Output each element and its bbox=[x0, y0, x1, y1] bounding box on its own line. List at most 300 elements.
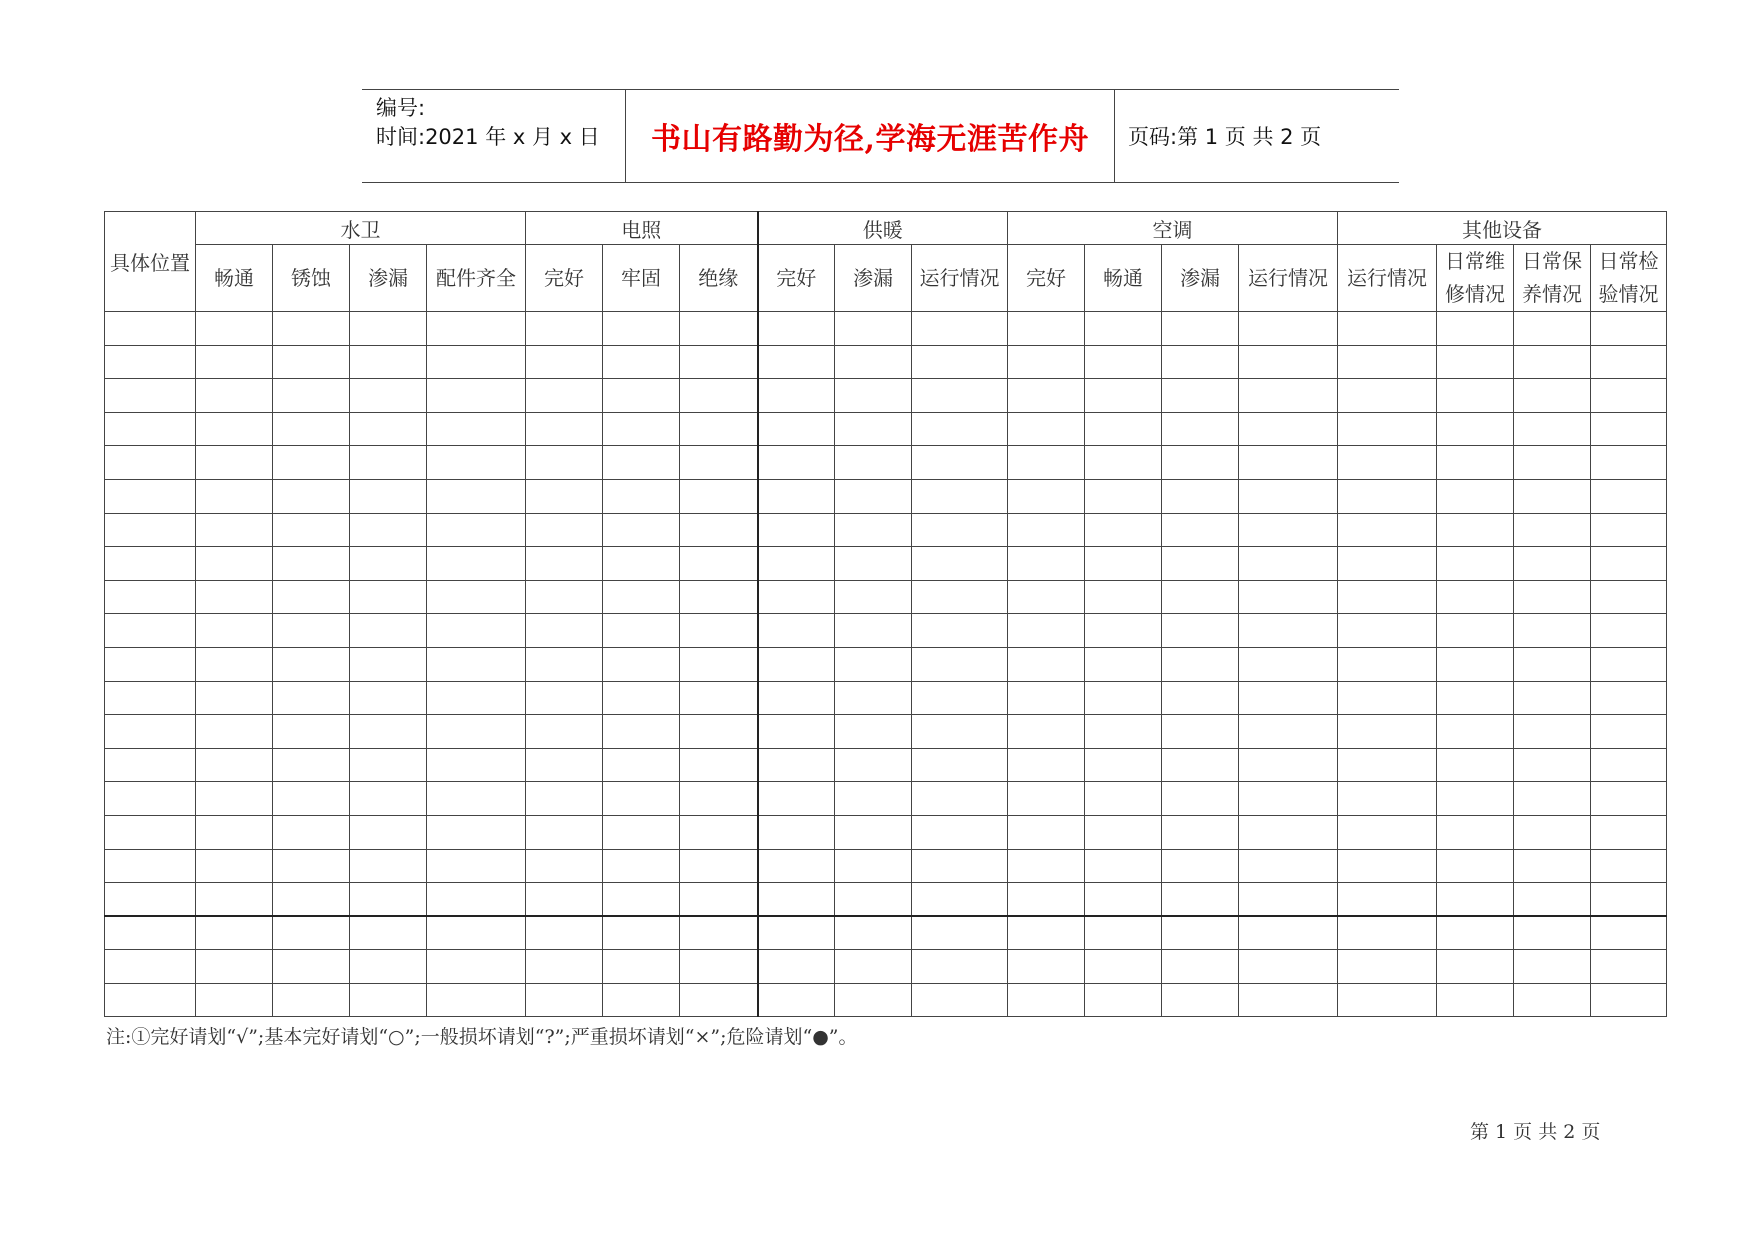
table-cell[interactable] bbox=[1514, 379, 1591, 413]
table-cell[interactable] bbox=[680, 916, 758, 950]
table-cell[interactable] bbox=[196, 446, 273, 480]
table-cell[interactable] bbox=[1514, 916, 1591, 950]
table-cell[interactable] bbox=[758, 379, 835, 413]
table-cell[interactable] bbox=[912, 681, 1008, 715]
table-cell[interactable] bbox=[603, 782, 680, 816]
table-cell[interactable] bbox=[196, 883, 273, 917]
table-cell[interactable] bbox=[273, 883, 350, 917]
table-cell[interactable] bbox=[1085, 715, 1162, 749]
table-cell[interactable] bbox=[526, 983, 603, 1017]
location-cell[interactable] bbox=[105, 345, 196, 379]
table-cell[interactable] bbox=[1162, 916, 1239, 950]
location-cell[interactable] bbox=[105, 916, 196, 950]
table-cell[interactable] bbox=[1591, 580, 1667, 614]
table-cell[interactable] bbox=[350, 883, 427, 917]
location-cell[interactable] bbox=[105, 715, 196, 749]
table-cell[interactable] bbox=[680, 849, 758, 883]
table-cell[interactable] bbox=[680, 950, 758, 984]
table-cell[interactable] bbox=[273, 614, 350, 648]
table-cell[interactable] bbox=[1008, 849, 1085, 883]
table-cell[interactable] bbox=[1338, 513, 1437, 547]
table-cell[interactable] bbox=[603, 916, 680, 950]
table-cell[interactable] bbox=[1162, 950, 1239, 984]
location-cell[interactable] bbox=[105, 580, 196, 614]
table-cell[interactable] bbox=[1514, 479, 1591, 513]
table-cell[interactable] bbox=[758, 614, 835, 648]
table-cell[interactable] bbox=[526, 547, 603, 581]
table-cell[interactable] bbox=[427, 883, 526, 917]
table-cell[interactable] bbox=[758, 547, 835, 581]
table-cell[interactable] bbox=[273, 782, 350, 816]
table-cell[interactable] bbox=[427, 715, 526, 749]
table-cell[interactable] bbox=[526, 479, 603, 513]
table-cell[interactable] bbox=[1338, 748, 1437, 782]
table-cell[interactable] bbox=[350, 412, 427, 446]
location-cell[interactable] bbox=[105, 815, 196, 849]
table-cell[interactable] bbox=[603, 580, 680, 614]
table-cell[interactable] bbox=[427, 748, 526, 782]
table-cell[interactable] bbox=[603, 412, 680, 446]
table-cell[interactable] bbox=[680, 547, 758, 581]
table-cell[interactable] bbox=[350, 446, 427, 480]
table-cell[interactable] bbox=[427, 849, 526, 883]
table-cell[interactable] bbox=[526, 748, 603, 782]
table-cell[interactable] bbox=[526, 647, 603, 681]
table-cell[interactable] bbox=[835, 950, 912, 984]
table-cell[interactable] bbox=[835, 614, 912, 648]
table-cell[interactable] bbox=[350, 950, 427, 984]
table-cell[interactable] bbox=[1591, 883, 1667, 917]
table-cell[interactable] bbox=[912, 782, 1008, 816]
location-cell[interactable] bbox=[105, 412, 196, 446]
table-cell[interactable] bbox=[1591, 748, 1667, 782]
table-cell[interactable] bbox=[1437, 715, 1514, 749]
table-cell[interactable] bbox=[1008, 312, 1085, 346]
table-cell[interactable] bbox=[526, 312, 603, 346]
table-cell[interactable] bbox=[758, 849, 835, 883]
table-cell[interactable] bbox=[758, 479, 835, 513]
table-cell[interactable] bbox=[1514, 782, 1591, 816]
table-cell[interactable] bbox=[758, 748, 835, 782]
table-cell[interactable] bbox=[1162, 580, 1239, 614]
table-cell[interactable] bbox=[680, 782, 758, 816]
table-cell[interactable] bbox=[1591, 312, 1667, 346]
table-cell[interactable] bbox=[1085, 379, 1162, 413]
table-cell[interactable] bbox=[1162, 815, 1239, 849]
table-cell[interactable] bbox=[273, 983, 350, 1017]
table-cell[interactable] bbox=[196, 614, 273, 648]
table-cell[interactable] bbox=[1514, 815, 1591, 849]
table-cell[interactable] bbox=[680, 379, 758, 413]
table-cell[interactable] bbox=[526, 580, 603, 614]
table-cell[interactable] bbox=[273, 446, 350, 480]
table-cell[interactable] bbox=[1514, 715, 1591, 749]
table-cell[interactable] bbox=[427, 782, 526, 816]
table-cell[interactable] bbox=[427, 412, 526, 446]
table-cell[interactable] bbox=[758, 412, 835, 446]
table-cell[interactable] bbox=[1591, 681, 1667, 715]
table-cell[interactable] bbox=[835, 379, 912, 413]
table-cell[interactable] bbox=[1085, 815, 1162, 849]
table-cell[interactable] bbox=[1591, 379, 1667, 413]
table-cell[interactable] bbox=[196, 479, 273, 513]
table-cell[interactable] bbox=[1008, 547, 1085, 581]
location-cell[interactable] bbox=[105, 312, 196, 346]
table-cell[interactable] bbox=[603, 446, 680, 480]
table-cell[interactable] bbox=[1008, 782, 1085, 816]
table-cell[interactable] bbox=[273, 479, 350, 513]
table-cell[interactable] bbox=[1338, 412, 1437, 446]
table-cell[interactable] bbox=[1008, 883, 1085, 917]
table-cell[interactable] bbox=[835, 547, 912, 581]
table-cell[interactable] bbox=[1085, 748, 1162, 782]
table-cell[interactable] bbox=[912, 715, 1008, 749]
table-cell[interactable] bbox=[680, 883, 758, 917]
table-cell[interactable] bbox=[758, 647, 835, 681]
location-cell[interactable] bbox=[105, 681, 196, 715]
location-cell[interactable] bbox=[105, 479, 196, 513]
table-cell[interactable] bbox=[1239, 950, 1338, 984]
table-cell[interactable] bbox=[1239, 513, 1338, 547]
table-cell[interactable] bbox=[835, 312, 912, 346]
table-cell[interactable] bbox=[1437, 950, 1514, 984]
location-cell[interactable] bbox=[105, 379, 196, 413]
table-cell[interactable] bbox=[526, 815, 603, 849]
table-cell[interactable] bbox=[1514, 580, 1591, 614]
table-cell[interactable] bbox=[835, 681, 912, 715]
table-cell[interactable] bbox=[758, 950, 835, 984]
table-cell[interactable] bbox=[1338, 849, 1437, 883]
table-cell[interactable] bbox=[680, 681, 758, 715]
table-cell[interactable] bbox=[526, 715, 603, 749]
table-cell[interactable] bbox=[1514, 547, 1591, 581]
table-cell[interactable] bbox=[1008, 479, 1085, 513]
table-cell[interactable] bbox=[273, 412, 350, 446]
table-cell[interactable] bbox=[835, 916, 912, 950]
table-cell[interactable] bbox=[427, 446, 526, 480]
table-cell[interactable] bbox=[350, 849, 427, 883]
table-cell[interactable] bbox=[758, 782, 835, 816]
table-cell[interactable] bbox=[1085, 446, 1162, 480]
table-cell[interactable] bbox=[1437, 580, 1514, 614]
table-cell[interactable] bbox=[350, 815, 427, 849]
table-cell[interactable] bbox=[1437, 748, 1514, 782]
location-cell[interactable] bbox=[105, 614, 196, 648]
table-cell[interactable] bbox=[1085, 345, 1162, 379]
table-cell[interactable] bbox=[350, 513, 427, 547]
table-cell[interactable] bbox=[1437, 681, 1514, 715]
table-cell[interactable] bbox=[1591, 479, 1667, 513]
table-cell[interactable] bbox=[680, 345, 758, 379]
table-cell[interactable] bbox=[350, 379, 427, 413]
table-cell[interactable] bbox=[1437, 547, 1514, 581]
table-cell[interactable] bbox=[1437, 513, 1514, 547]
table-cell[interactable] bbox=[835, 815, 912, 849]
location-cell[interactable] bbox=[105, 513, 196, 547]
table-cell[interactable] bbox=[1437, 849, 1514, 883]
table-cell[interactable] bbox=[603, 614, 680, 648]
table-cell[interactable] bbox=[427, 312, 526, 346]
table-cell[interactable] bbox=[427, 983, 526, 1017]
table-cell[interactable] bbox=[1338, 715, 1437, 749]
table-cell[interactable] bbox=[1008, 513, 1085, 547]
table-cell[interactable] bbox=[680, 446, 758, 480]
table-cell[interactable] bbox=[912, 379, 1008, 413]
table-cell[interactable] bbox=[912, 647, 1008, 681]
table-cell[interactable] bbox=[1239, 379, 1338, 413]
table-cell[interactable] bbox=[1008, 916, 1085, 950]
table-cell[interactable] bbox=[1162, 547, 1239, 581]
table-cell[interactable] bbox=[758, 983, 835, 1017]
table-cell[interactable] bbox=[526, 345, 603, 379]
table-cell[interactable] bbox=[1085, 681, 1162, 715]
table-cell[interactable] bbox=[680, 983, 758, 1017]
table-cell[interactable] bbox=[196, 580, 273, 614]
table-cell[interactable] bbox=[1437, 446, 1514, 480]
table-cell[interactable] bbox=[273, 312, 350, 346]
location-cell[interactable] bbox=[105, 950, 196, 984]
table-cell[interactable] bbox=[526, 883, 603, 917]
table-cell[interactable] bbox=[835, 412, 912, 446]
table-cell[interactable] bbox=[1591, 547, 1667, 581]
table-cell[interactable] bbox=[1008, 950, 1085, 984]
table-cell[interactable] bbox=[526, 513, 603, 547]
location-cell[interactable] bbox=[105, 647, 196, 681]
table-cell[interactable] bbox=[196, 748, 273, 782]
table-cell[interactable] bbox=[350, 983, 427, 1017]
table-cell[interactable] bbox=[1008, 446, 1085, 480]
table-cell[interactable] bbox=[835, 748, 912, 782]
table-cell[interactable] bbox=[603, 379, 680, 413]
table-cell[interactable] bbox=[427, 681, 526, 715]
table-cell[interactable] bbox=[526, 681, 603, 715]
table-cell[interactable] bbox=[196, 681, 273, 715]
table-cell[interactable] bbox=[1008, 580, 1085, 614]
table-cell[interactable] bbox=[680, 312, 758, 346]
table-cell[interactable] bbox=[1008, 647, 1085, 681]
table-cell[interactable] bbox=[1437, 647, 1514, 681]
table-cell[interactable] bbox=[680, 580, 758, 614]
table-cell[interactable] bbox=[427, 479, 526, 513]
table-cell[interactable] bbox=[273, 647, 350, 681]
table-cell[interactable] bbox=[1514, 883, 1591, 917]
table-cell[interactable] bbox=[1437, 479, 1514, 513]
table-cell[interactable] bbox=[603, 513, 680, 547]
table-cell[interactable] bbox=[680, 479, 758, 513]
table-cell[interactable] bbox=[196, 950, 273, 984]
table-cell[interactable] bbox=[1008, 379, 1085, 413]
table-cell[interactable] bbox=[1008, 412, 1085, 446]
table-cell[interactable] bbox=[1514, 950, 1591, 984]
table-cell[interactable] bbox=[1162, 883, 1239, 917]
table-cell[interactable] bbox=[912, 345, 1008, 379]
table-cell[interactable] bbox=[680, 412, 758, 446]
table-cell[interactable] bbox=[1085, 547, 1162, 581]
table-cell[interactable] bbox=[1591, 513, 1667, 547]
table-cell[interactable] bbox=[603, 479, 680, 513]
table-cell[interactable] bbox=[1338, 983, 1437, 1017]
table-cell[interactable] bbox=[1239, 983, 1338, 1017]
table-cell[interactable] bbox=[1239, 815, 1338, 849]
table-cell[interactable] bbox=[1437, 782, 1514, 816]
table-cell[interactable] bbox=[1437, 345, 1514, 379]
table-cell[interactable] bbox=[603, 983, 680, 1017]
table-cell[interactable] bbox=[1162, 446, 1239, 480]
table-cell[interactable] bbox=[196, 379, 273, 413]
table-cell[interactable] bbox=[1008, 614, 1085, 648]
table-cell[interactable] bbox=[1085, 412, 1162, 446]
table-cell[interactable] bbox=[1162, 748, 1239, 782]
table-cell[interactable] bbox=[1338, 681, 1437, 715]
location-cell[interactable] bbox=[105, 748, 196, 782]
table-cell[interactable] bbox=[1338, 479, 1437, 513]
table-cell[interactable] bbox=[603, 345, 680, 379]
table-cell[interactable] bbox=[350, 345, 427, 379]
table-cell[interactable] bbox=[427, 379, 526, 413]
table-cell[interactable] bbox=[1338, 883, 1437, 917]
table-cell[interactable] bbox=[1162, 312, 1239, 346]
table-cell[interactable] bbox=[1514, 681, 1591, 715]
table-cell[interactable] bbox=[427, 614, 526, 648]
table-cell[interactable] bbox=[1085, 614, 1162, 648]
table-cell[interactable] bbox=[1239, 647, 1338, 681]
table-cell[interactable] bbox=[1008, 715, 1085, 749]
table-cell[interactable] bbox=[603, 950, 680, 984]
table-cell[interactable] bbox=[1162, 513, 1239, 547]
table-cell[interactable] bbox=[1338, 815, 1437, 849]
table-cell[interactable] bbox=[1239, 748, 1338, 782]
table-cell[interactable] bbox=[1514, 647, 1591, 681]
table-cell[interactable] bbox=[603, 312, 680, 346]
location-cell[interactable] bbox=[105, 782, 196, 816]
table-cell[interactable] bbox=[912, 815, 1008, 849]
table-cell[interactable] bbox=[1085, 513, 1162, 547]
table-cell[interactable] bbox=[273, 345, 350, 379]
table-cell[interactable] bbox=[758, 580, 835, 614]
table-cell[interactable] bbox=[912, 849, 1008, 883]
table-cell[interactable] bbox=[273, 815, 350, 849]
table-cell[interactable] bbox=[1514, 412, 1591, 446]
table-cell[interactable] bbox=[1162, 345, 1239, 379]
table-cell[interactable] bbox=[912, 580, 1008, 614]
table-cell[interactable] bbox=[196, 715, 273, 749]
table-cell[interactable] bbox=[1162, 681, 1239, 715]
table-cell[interactable] bbox=[1338, 647, 1437, 681]
table-cell[interactable] bbox=[427, 815, 526, 849]
table-cell[interactable] bbox=[1162, 849, 1239, 883]
table-cell[interactable] bbox=[1338, 547, 1437, 581]
table-cell[interactable] bbox=[1239, 580, 1338, 614]
table-cell[interactable] bbox=[835, 983, 912, 1017]
table-cell[interactable] bbox=[1239, 715, 1338, 749]
table-cell[interactable] bbox=[1338, 950, 1437, 984]
table-cell[interactable] bbox=[758, 883, 835, 917]
table-cell[interactable] bbox=[1008, 815, 1085, 849]
table-cell[interactable] bbox=[912, 547, 1008, 581]
table-cell[interactable] bbox=[758, 916, 835, 950]
table-cell[interactable] bbox=[1162, 479, 1239, 513]
table-cell[interactable] bbox=[912, 446, 1008, 480]
table-cell[interactable] bbox=[1239, 883, 1338, 917]
table-cell[interactable] bbox=[758, 815, 835, 849]
table-cell[interactable] bbox=[1591, 849, 1667, 883]
table-cell[interactable] bbox=[680, 647, 758, 681]
table-cell[interactable] bbox=[1085, 312, 1162, 346]
table-cell[interactable] bbox=[1338, 312, 1437, 346]
table-cell[interactable] bbox=[1514, 849, 1591, 883]
table-cell[interactable] bbox=[196, 412, 273, 446]
table-cell[interactable] bbox=[196, 547, 273, 581]
table-cell[interactable] bbox=[1085, 782, 1162, 816]
table-cell[interactable] bbox=[1338, 379, 1437, 413]
table-cell[interactable] bbox=[1085, 479, 1162, 513]
table-cell[interactable] bbox=[350, 681, 427, 715]
table-cell[interactable] bbox=[835, 513, 912, 547]
table-cell[interactable] bbox=[350, 547, 427, 581]
table-cell[interactable] bbox=[196, 782, 273, 816]
table-cell[interactable] bbox=[273, 513, 350, 547]
table-cell[interactable] bbox=[1085, 647, 1162, 681]
table-cell[interactable] bbox=[350, 614, 427, 648]
table-cell[interactable] bbox=[912, 412, 1008, 446]
table-cell[interactable] bbox=[350, 580, 427, 614]
table-cell[interactable] bbox=[1338, 446, 1437, 480]
table-cell[interactable] bbox=[1239, 312, 1338, 346]
table-cell[interactable] bbox=[1162, 715, 1239, 749]
table-cell[interactable] bbox=[1008, 748, 1085, 782]
table-cell[interactable] bbox=[1085, 849, 1162, 883]
location-cell[interactable] bbox=[105, 883, 196, 917]
table-cell[interactable] bbox=[350, 916, 427, 950]
table-cell[interactable] bbox=[526, 614, 603, 648]
table-cell[interactable] bbox=[835, 345, 912, 379]
table-cell[interactable] bbox=[1514, 312, 1591, 346]
table-cell[interactable] bbox=[1239, 614, 1338, 648]
table-cell[interactable] bbox=[603, 883, 680, 917]
table-cell[interactable] bbox=[196, 983, 273, 1017]
table-cell[interactable] bbox=[273, 748, 350, 782]
location-cell[interactable] bbox=[105, 983, 196, 1017]
table-cell[interactable] bbox=[526, 916, 603, 950]
table-cell[interactable] bbox=[273, 580, 350, 614]
table-cell[interactable] bbox=[273, 950, 350, 984]
table-cell[interactable] bbox=[1338, 614, 1437, 648]
table-cell[interactable] bbox=[196, 647, 273, 681]
table-cell[interactable] bbox=[1437, 815, 1514, 849]
table-cell[interactable] bbox=[835, 647, 912, 681]
table-cell[interactable] bbox=[1437, 916, 1514, 950]
table-cell[interactable] bbox=[1085, 950, 1162, 984]
table-cell[interactable] bbox=[758, 715, 835, 749]
table-cell[interactable] bbox=[196, 815, 273, 849]
table-cell[interactable] bbox=[912, 950, 1008, 984]
table-cell[interactable] bbox=[1162, 412, 1239, 446]
table-cell[interactable] bbox=[680, 715, 758, 749]
table-cell[interactable] bbox=[1591, 446, 1667, 480]
table-cell[interactable] bbox=[1514, 748, 1591, 782]
table-cell[interactable] bbox=[912, 883, 1008, 917]
table-cell[interactable] bbox=[1338, 916, 1437, 950]
table-cell[interactable] bbox=[350, 312, 427, 346]
table-cell[interactable] bbox=[680, 513, 758, 547]
table-cell[interactable] bbox=[758, 345, 835, 379]
table-cell[interactable] bbox=[835, 580, 912, 614]
table-cell[interactable] bbox=[427, 345, 526, 379]
table-cell[interactable] bbox=[196, 916, 273, 950]
table-cell[interactable] bbox=[350, 715, 427, 749]
table-cell[interactable] bbox=[603, 547, 680, 581]
table-cell[interactable] bbox=[350, 647, 427, 681]
